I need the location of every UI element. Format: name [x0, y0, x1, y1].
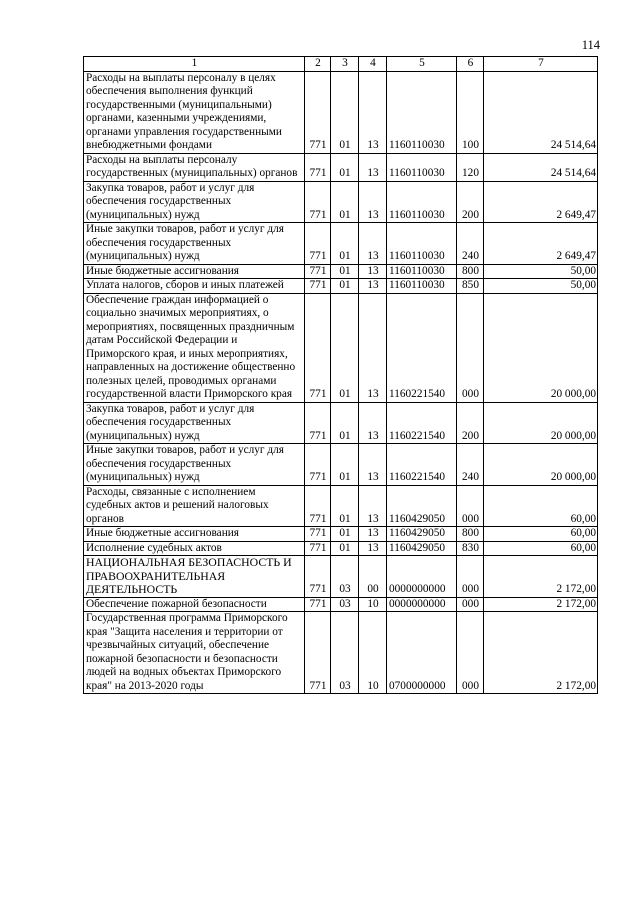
row-section: 01 [331, 264, 359, 279]
row-subsection: 13 [359, 402, 387, 444]
row-grbs: 771 [305, 71, 331, 153]
row-sum: 2 172,00 [484, 556, 598, 598]
row-name: Расходы на выплаты персоналу государственных (муниципальных) органов [84, 153, 305, 181]
row-section: 03 [331, 556, 359, 598]
row-section: 01 [331, 293, 359, 402]
row-grbs: 771 [305, 541, 331, 556]
row-target-article: 1160429050 [387, 527, 457, 542]
table-row [84, 293, 598, 402]
row-name: Закупка товаров, работ и услуг для обеспечения государственных (муниципальных) нужд [84, 402, 305, 444]
row-grbs: 771 [305, 153, 331, 181]
row-sum: 50,00 [484, 264, 598, 279]
row-grbs: 771 [305, 527, 331, 542]
row-section: 01 [331, 541, 359, 556]
row-name: Расходы на выплаты персоналу в целях обеспечения выполнения функций государственными (муниципальными) органами, казенными учреждениями, органами управления государственными внебюджетными фондами [84, 71, 305, 153]
row-target-article: 1160429050 [387, 541, 457, 556]
row-target-article: 1160110030 [387, 153, 457, 181]
row-expense-type: 800 [457, 264, 484, 279]
table-row [84, 264, 598, 279]
row-expense-type: 850 [457, 279, 484, 294]
table-row [84, 527, 598, 542]
row-target-article: 1160110030 [387, 223, 457, 265]
row-subsection: 10 [359, 597, 387, 612]
row-target-article: 1160221540 [387, 444, 457, 486]
row-target-article: 0700000000 [387, 612, 457, 694]
row-sum: 2 649,47 [484, 181, 598, 223]
row-expense-type: 240 [457, 444, 484, 486]
budget-table [83, 56, 598, 694]
row-expense-type: 800 [457, 527, 484, 542]
row-name: Исполнение судебных актов [84, 541, 305, 556]
row-name: Обеспечение пожарной безопасности [84, 597, 305, 612]
row-subsection: 13 [359, 181, 387, 223]
row-section: 03 [331, 597, 359, 612]
table-row [84, 71, 598, 153]
row-target-article: 0000000000 [387, 556, 457, 598]
row-grbs: 771 [305, 612, 331, 694]
header-cell-expense-type: 6 [457, 57, 484, 72]
row-subsection: 13 [359, 71, 387, 153]
header-cell-sum: 7 [484, 57, 598, 72]
row-sum: 2 649,47 [484, 223, 598, 265]
row-name: Уплата налогов, сборов и иных платежей [84, 279, 305, 294]
row-subsection: 13 [359, 279, 387, 294]
row-subsection: 13 [359, 444, 387, 486]
row-section: 01 [331, 181, 359, 223]
row-expense-type: 120 [457, 153, 484, 181]
row-subsection: 10 [359, 612, 387, 694]
header-cell-grbs: 2 [305, 57, 331, 72]
row-subsection: 13 [359, 293, 387, 402]
row-grbs: 771 [305, 293, 331, 402]
table-row [84, 444, 598, 486]
row-section: 01 [331, 279, 359, 294]
table-row [84, 181, 598, 223]
table-row [84, 223, 598, 265]
row-target-article: 1160110030 [387, 71, 457, 153]
row-sum: 50,00 [484, 279, 598, 294]
row-subsection: 13 [359, 527, 387, 542]
row-grbs: 771 [305, 444, 331, 486]
row-expense-type: 000 [457, 293, 484, 402]
row-grbs: 771 [305, 223, 331, 265]
row-name: Закупка товаров, работ и услуг для обеспечения государственных (муниципальных) нужд [84, 181, 305, 223]
row-section: 01 [331, 444, 359, 486]
row-grbs: 771 [305, 264, 331, 279]
row-name: Расходы, связанные с исполнением судебных актов и решений налоговых органов [84, 485, 305, 527]
row-name: Иные закупки товаров, работ и услуг для обеспечения государственных (муниципальных) нужд [84, 223, 305, 265]
row-expense-type: 200 [457, 181, 484, 223]
row-target-article: 0000000000 [387, 597, 457, 612]
row-section: 03 [331, 612, 359, 694]
row-subsection: 13 [359, 264, 387, 279]
table-row [84, 556, 598, 598]
row-sum: 20 000,00 [484, 444, 598, 486]
table-row [84, 612, 598, 694]
row-expense-type: 200 [457, 402, 484, 444]
row-grbs: 771 [305, 402, 331, 444]
row-section: 01 [331, 223, 359, 265]
row-name: Иные бюджетные ассигнования [84, 527, 305, 542]
row-expense-type: 000 [457, 485, 484, 527]
row-subsection: 13 [359, 541, 387, 556]
row-subsection: 00 [359, 556, 387, 598]
row-target-article: 1160221540 [387, 402, 457, 444]
row-section: 01 [331, 71, 359, 153]
row-expense-type: 000 [457, 597, 484, 612]
row-target-article: 1160110030 [387, 181, 457, 223]
row-sum: 60,00 [484, 485, 598, 527]
table-row [84, 541, 598, 556]
row-sum: 20 000,00 [484, 402, 598, 444]
row-sum: 2 172,00 [484, 612, 598, 694]
row-name: НАЦИОНАЛЬНАЯ БЕЗОПАСНОСТЬ И ПРАВООХРАНИТЕЛЬНАЯ ДЕЯТЕЛЬНОСТЬ [84, 556, 305, 598]
header-cell-subsection: 4 [359, 57, 387, 72]
table-row [84, 153, 598, 181]
row-section: 01 [331, 485, 359, 527]
table-row [84, 597, 598, 612]
row-name: Иные бюджетные ассигнования [84, 264, 305, 279]
row-expense-type: 830 [457, 541, 484, 556]
row-grbs: 771 [305, 485, 331, 527]
row-sum: 60,00 [484, 527, 598, 542]
table-row [84, 402, 598, 444]
row-subsection: 13 [359, 223, 387, 265]
row-sum: 24 514,64 [484, 71, 598, 153]
row-sum: 20 000,00 [484, 293, 598, 402]
row-subsection: 13 [359, 153, 387, 181]
row-expense-type: 240 [457, 223, 484, 265]
row-grbs: 771 [305, 597, 331, 612]
table-row [84, 279, 598, 294]
row-expense-type: 000 [457, 612, 484, 694]
header-cell-section: 3 [331, 57, 359, 72]
row-section: 01 [331, 402, 359, 444]
row-sum: 2 172,00 [484, 597, 598, 612]
page-number: 114 [581, 38, 600, 52]
header-cell-name: 1 [84, 57, 305, 72]
row-target-article: 1160221540 [387, 293, 457, 402]
row-expense-type: 100 [457, 71, 484, 153]
row-name: Государственная программа Приморского края "Защита населения и территории от чрезвычайных ситуаций, обеспечение пожарной безопасности и безопасности людей на водных объектах Приморского края" на 2013-2020 годы [84, 612, 305, 694]
row-target-article: 1160110030 [387, 264, 457, 279]
row-grbs: 771 [305, 279, 331, 294]
row-name: Обеспечение граждан информацией о социально значимых мероприятиях, о мероприятиях, посвященных праздничным датам Российской Федерации и Приморского края, и иных мероприятиях, направленных на достижение общественно полезных целей, проводимых органами государственной власти Приморского края [84, 293, 305, 402]
row-subsection: 13 [359, 485, 387, 527]
table-header-row [84, 57, 598, 72]
row-target-article: 1160110030 [387, 279, 457, 294]
row-name: Иные закупки товаров, работ и услуг для обеспечения государственных (муниципальных) нужд [84, 444, 305, 486]
table-row [84, 485, 598, 527]
row-grbs: 771 [305, 181, 331, 223]
row-section: 01 [331, 527, 359, 542]
header-cell-target-article: 5 [387, 57, 457, 72]
row-sum: 60,00 [484, 541, 598, 556]
row-target-article: 1160429050 [387, 485, 457, 527]
row-sum: 24 514,64 [484, 153, 598, 181]
row-expense-type: 000 [457, 556, 484, 598]
row-section: 01 [331, 153, 359, 181]
row-grbs: 771 [305, 556, 331, 598]
